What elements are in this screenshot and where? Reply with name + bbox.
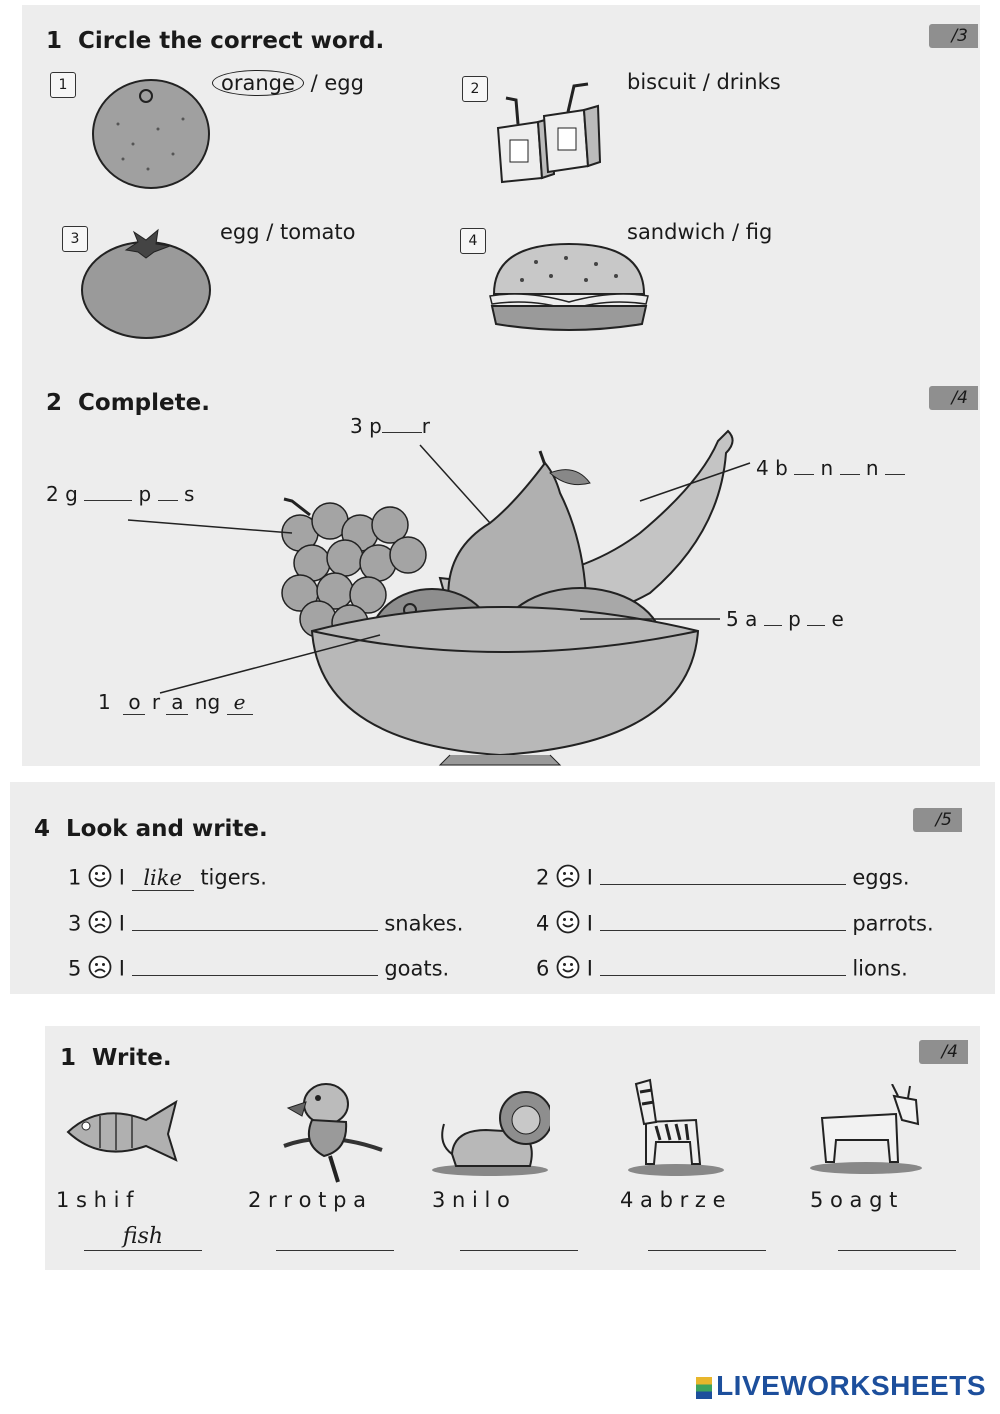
sandwich-illustration	[486, 240, 652, 336]
sentence-5: 5 I goats.	[68, 955, 449, 984]
answer-line-5[interactable]	[838, 1224, 956, 1251]
label-grapes[interactable]: 2 g p s	[46, 482, 195, 506]
tomato-illustration	[76, 228, 216, 340]
logo-icon	[696, 1377, 712, 1399]
lion-icon	[430, 1084, 550, 1176]
item-number-box: 2	[462, 76, 488, 102]
option-orange: orange	[221, 71, 295, 95]
fish-icon	[60, 1096, 182, 1166]
drinks-illustration	[488, 78, 608, 188]
answer-blank[interactable]: like	[132, 866, 194, 891]
goat-icon	[806, 1084, 926, 1174]
item-1-options: orange / egg	[212, 70, 364, 96]
answer-blank[interactable]	[132, 930, 378, 931]
section-2-heading: 2 Complete.	[46, 390, 210, 416]
section-1-score: /3	[929, 24, 978, 48]
label-pear[interactable]: 3 p r	[350, 414, 431, 438]
sentence-4: 4 I parrots.	[536, 910, 934, 939]
section-2-score: /4	[929, 386, 978, 410]
answer-blank[interactable]	[600, 884, 846, 885]
orange-illustration	[88, 74, 214, 190]
sentence-2: 2 I eggs.	[536, 864, 910, 893]
parrot-icon	[266, 1070, 384, 1188]
scrambled-word-1: 1 s h i f	[56, 1188, 134, 1212]
section-4-heading: 4 Look and write.	[34, 816, 268, 842]
happy-face-icon	[556, 955, 580, 984]
liveworksheets-logo[interactable]: LIVEWORKSHEETS	[696, 1370, 986, 1402]
item-number-box: 3	[62, 226, 88, 252]
sad-face-icon	[88, 910, 112, 939]
item-2-options[interactable]: biscuit / drinks	[627, 70, 781, 94]
item-number-box: 1	[50, 72, 76, 98]
sentence-3: 3 I snakes.	[68, 910, 463, 939]
answer-circle[interactable]	[212, 70, 304, 96]
scrambled-word-5: 5 o a g t	[810, 1188, 898, 1212]
scrambled-word-4: 4 a b r z e	[620, 1188, 726, 1212]
answer-blank[interactable]	[600, 930, 846, 931]
scrambled-word-2: 2 r r o t p a	[248, 1188, 366, 1212]
write-section-heading: 1 Write.	[60, 1045, 172, 1071]
zebra-icon	[626, 1076, 726, 1176]
label-banana[interactable]: 4 b n n	[756, 456, 905, 480]
happy-face-icon	[556, 910, 580, 939]
item-4-options[interactable]: sandwich / fig	[627, 220, 773, 244]
answer-line-2[interactable]	[276, 1224, 394, 1251]
answer-line-3[interactable]	[460, 1224, 578, 1251]
answer-line-4[interactable]	[648, 1224, 766, 1251]
scrambled-word-3: 3 n i l o	[432, 1188, 510, 1212]
section-1-heading: 1 Circle the correct word.	[46, 28, 385, 54]
sad-face-icon	[556, 864, 580, 893]
item-number-box: 4	[460, 228, 486, 254]
sad-face-icon	[88, 955, 112, 984]
answer-line-1[interactable]: fish	[84, 1224, 202, 1251]
write-section-score: /4	[919, 1040, 968, 1064]
section-4-score: /5	[913, 808, 962, 832]
label-orange: 1 o r a ng e	[98, 690, 253, 715]
label-apple[interactable]: 5 a p e	[726, 607, 844, 631]
item-3-options[interactable]: egg / tomato	[220, 220, 356, 244]
answer-blank[interactable]	[132, 975, 378, 976]
sentence-1: 1 I like tigers.	[68, 864, 267, 893]
option-egg: egg	[324, 71, 364, 95]
answer-blank[interactable]	[600, 975, 846, 976]
sentence-6: 6 I lions.	[536, 955, 908, 984]
happy-face-icon	[88, 864, 112, 893]
